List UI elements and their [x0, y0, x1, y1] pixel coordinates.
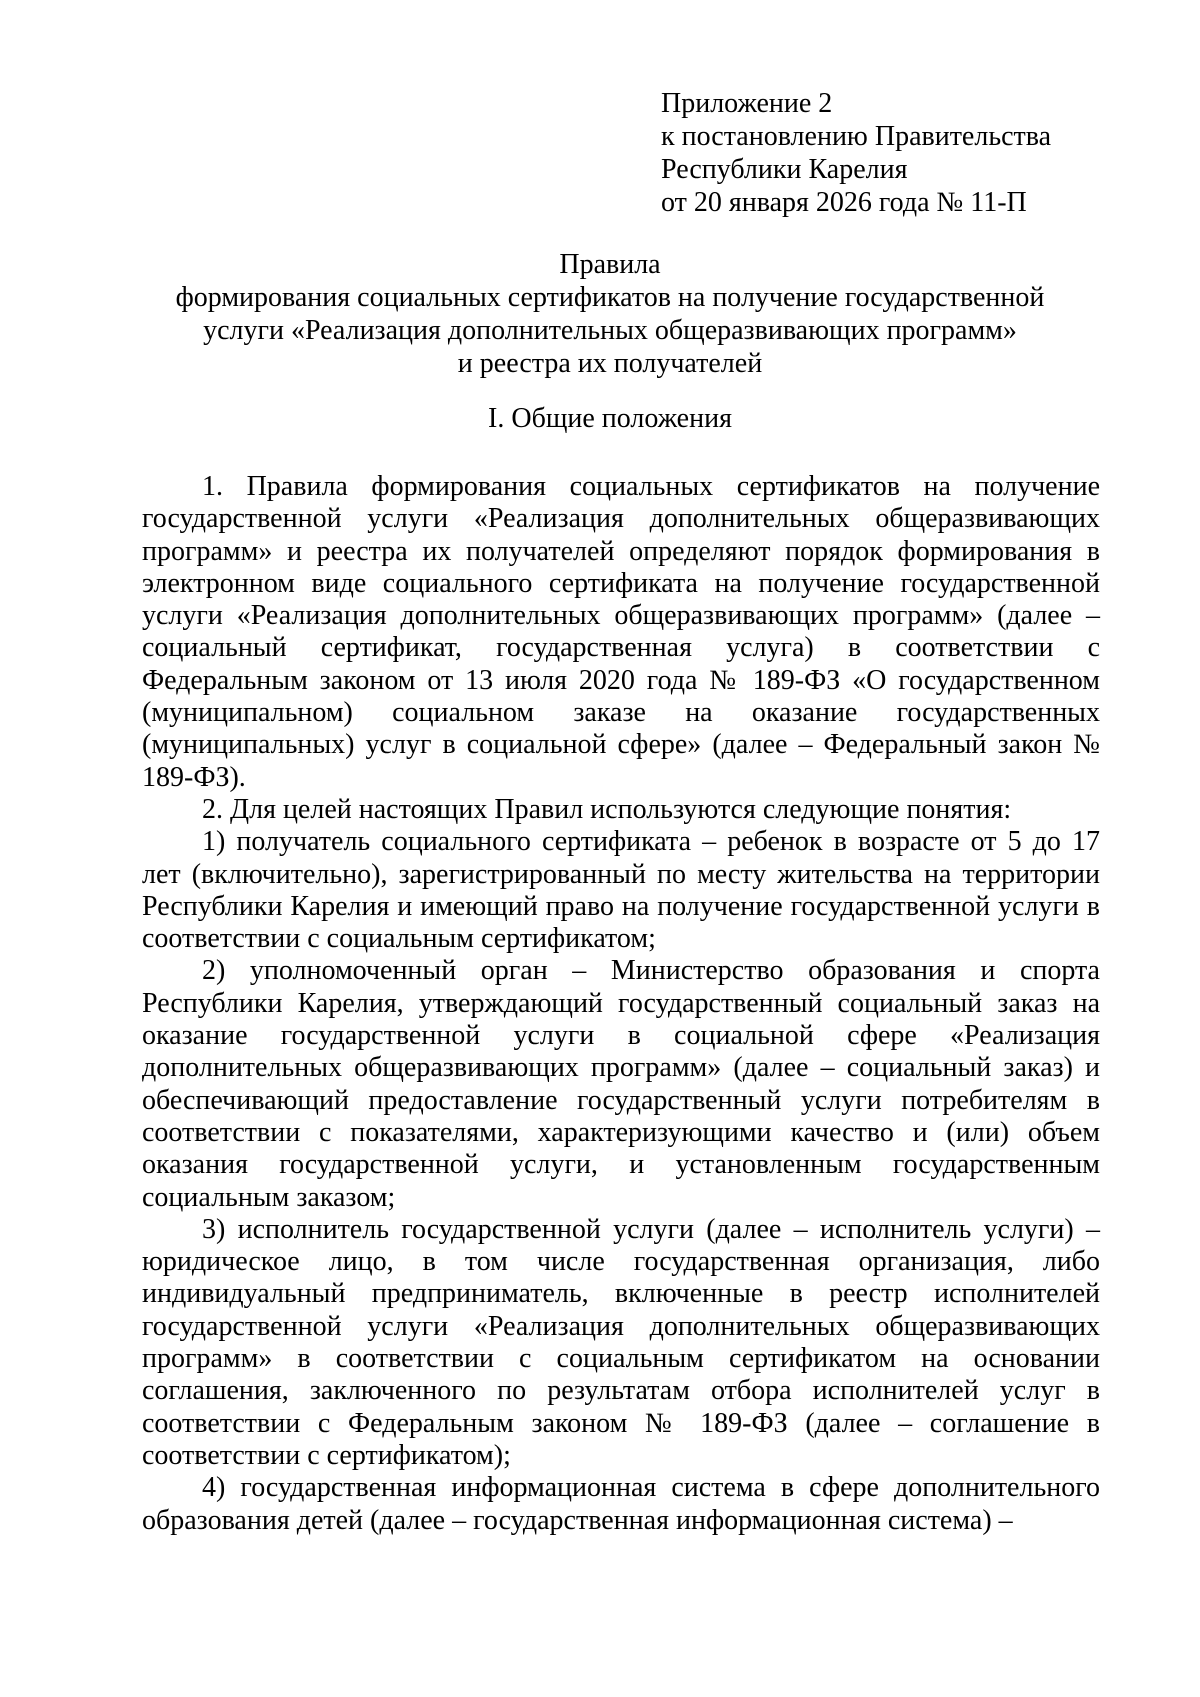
section-heading: I. Общие положения	[488, 403, 732, 434]
paragraph: 2) уполномоченный орган – Министерство образования и спорта Республики Карелия, утверждающий государственный социальный заказ на оказание государственной услуги в социальной сфере «Реализация дополнительных общеразвивающих программ» (далее – социальный заказ) и обеспечивающий предоставление государственный услуги потребителям в соответствии с показателями, характеризующими качество и (или) объем оказания государственной услуги, и установленным государственным социальным заказом;	[142, 955, 1100, 1213]
appendix-line: к постановлению Правительства	[661, 121, 1052, 152]
title-line: Правила	[559, 249, 661, 280]
document-body	[142, 471, 1100, 1537]
document-title	[130, 248, 1090, 380]
title-line: и реестра их получателей	[457, 348, 763, 379]
title-line: формирования социальных сертификатов на получение государственной	[175, 282, 1045, 313]
paragraph: 2. Для целей настоящих Правил используются следующие понятия:	[202, 793, 1012, 825]
appendix-line: Республики Карелия	[661, 154, 908, 185]
title-line: услуги «Реализация дополнительных общеразвивающих программ»	[203, 315, 1017, 346]
appendix-line: от 20 января 2026 года № 11-П	[661, 187, 1027, 218]
paragraph: 3) исполнитель государственной услуги (далее – исполнитель услуги) – юридическое лицо, в том числе государственная организация, либо индивидуальный предприниматель, включенные в реестр исполнителей государственной услуги «Реализация дополнительных общеразвивающих программ» в соответствии с социальным сертификатом на основании соглашения, заключенного по результатам отбора исполнителей услуг в соответствии с Федеральным законом № 189-ФЗ (далее – соглашение в соответствии с сертификатом);	[142, 1213, 1100, 1471]
paragraph: 1) получатель социального сертификата – ребенок в возрасте от 5 до 17 лет (включительно), зарегистрированный по месту жительства на территории Республики Карелия и имеющий право на получение государственной услуги в соответствии с социальным сертификатом;	[142, 826, 1100, 955]
paragraph: 1. Правила формирования социальных сертификатов на получение государственной услуги «Реализация дополнительных общеразвивающих программ» и реестра их получателей определяют порядок формирования в электронном виде социального сертификата на получение государственной услуги «Реализация дополнительных общеразвивающих программ» (далее – социальный сертификат, государственная услуга) в соответствии с Федеральным законом от 13 июля 2020 года № 189-ФЗ «О государственном (муниципальном) социальном заказе на оказание государственных (муниципальных) услуг в социальной сфере» (далее – Федеральный закон № 189-ФЗ).	[142, 471, 1100, 793]
appendix-header	[661, 87, 1051, 219]
appendix-line: Приложение 2	[661, 88, 833, 119]
paragraph: 4) государственная информационная система в сфере дополнительного образования детей (далее – государственная информационная система) –	[142, 1472, 1100, 1536]
